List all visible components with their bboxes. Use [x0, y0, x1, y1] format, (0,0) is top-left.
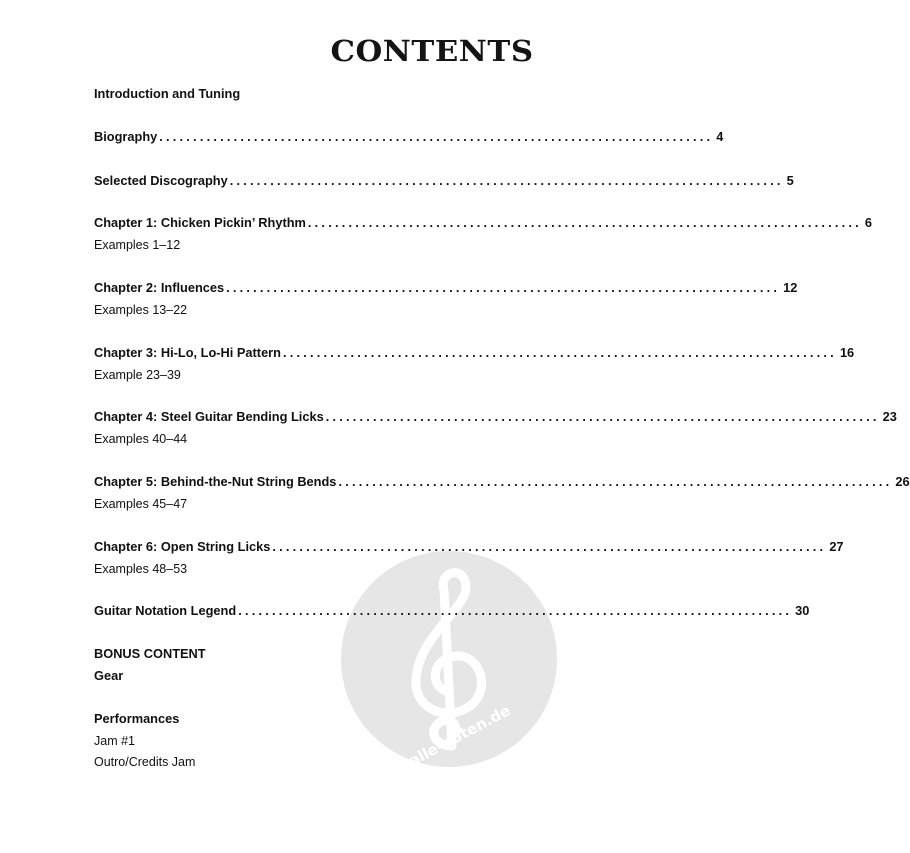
toc-entry-label: Chapter 4: Steel Guitar Bending Licks: [94, 409, 324, 424]
toc-entry-subtitle: Examples 48–53: [94, 562, 188, 576]
toc-entry-label: Chapter 5: Behind-the-Nut String Bends: [94, 474, 337, 489]
toc-entry: [94, 538, 844, 556]
dot-leader: ..................................................................................: [307, 215, 862, 230]
dot-leader: ..................................................................................: [338, 474, 893, 489]
toc-entry-page: 16: [839, 345, 855, 360]
dot-leader: ..................................................................................: [238, 603, 793, 618]
toc-entry-page: 23: [882, 409, 897, 424]
toc-entry: [94, 128, 724, 146]
bonus-gear: Gear: [94, 668, 124, 683]
toc-entry-label: Chapter 6: Open String Licks: [94, 539, 271, 554]
toc-entry-page: 4: [716, 129, 724, 144]
dot-leader: ..................................................................................: [159, 129, 714, 144]
toc-entry-page: 26: [895, 474, 910, 489]
performances-heading: Performances: [94, 711, 180, 726]
dot-leader: ..................................................................................: [226, 280, 781, 295]
page-title: CONTENTS: [330, 34, 534, 68]
toc-entry-page: 6: [864, 215, 872, 230]
performance-item: Jam #1: [94, 734, 135, 748]
toc-entry-page: 27: [829, 539, 844, 554]
toc-entry-subtitle: Examples 1–12: [94, 238, 181, 252]
toc-entry: [94, 214, 872, 232]
watermark: [340, 550, 558, 768]
toc-entry-subtitle: Examples 13–22: [94, 303, 188, 317]
toc-entry-subtitle: Example 23–39: [94, 368, 181, 382]
performance-item: Outro/Credits Jam: [94, 755, 196, 769]
toc-entry: [94, 279, 798, 297]
toc-entry-page: 12: [783, 280, 798, 295]
watermark-text: alle-noten.de: [405, 701, 514, 770]
toc-entry-label: Guitar Notation Legend: [94, 603, 237, 618]
toc-intro: Introduction and Tuning: [94, 86, 241, 101]
toc-entry: [94, 602, 810, 620]
toc-entry: [94, 408, 897, 426]
toc-entry-label: Chapter 1: Chicken Pickin’ Rhythm: [94, 215, 306, 230]
bonus-heading: BONUS CONTENT: [94, 646, 206, 661]
toc-entry: [94, 344, 855, 362]
dot-leader: ..................................................................................: [229, 173, 784, 188]
toc-entry-page: 30: [795, 603, 810, 618]
dot-leader: ..................................................................................: [282, 345, 837, 360]
toc-entry-subtitle: Examples 40–44: [94, 432, 188, 446]
toc-entry-label: Chapter 2: Influences: [94, 280, 225, 295]
toc-entry-label: Chapter 3: Hi-Lo, Lo-Hi Pattern: [94, 345, 281, 360]
toc-entry-label: Biography: [94, 129, 158, 144]
watermark-seal: [340, 550, 558, 768]
toc-entry: [94, 473, 910, 491]
toc-entry: [94, 172, 794, 190]
dot-leader: ..................................................................................: [325, 409, 880, 424]
dot-leader: ..................................................................................: [272, 539, 827, 554]
toc-entry-label: Selected Discography: [94, 173, 228, 188]
toc-entry-subtitle: Examples 45–47: [94, 497, 188, 511]
toc-entry-page: 5: [786, 173, 794, 188]
